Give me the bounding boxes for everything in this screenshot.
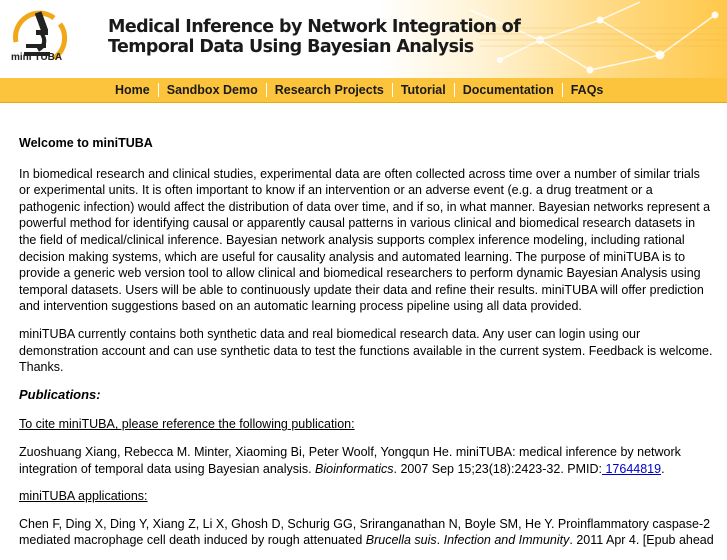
citation-details: . 2007 Sep 15;23(18):2423-32. PMID: [393, 461, 602, 476]
intro-paragraph: In biomedical research and clinical studies, experimental data are often collected across time over a number of similar trials or experimental units. It is often important to know if an intervention or an adverse event (e.g. a drug treatment or a pathogenic infection) would affect the distribution of data over time, and if so, in what manner. Bayesian networks represent a powerful method for identifying causal or apparently causal patterns in various clinical and biomedical research datasets in the field of medical/clinical inference. Bayesian network analysis supports complex inference modeling, including rational decision making systems, which are useful for causality analysis and automated learning. The purpose of miniTUBA is to provide a generic web version tool to allow clinical and biomedical researchers to perform dynamic Bayesian Analysis using temporal datasets. Users will be able to continuously update their data and refine their results. miniTUBA will offer prediction and intervention suggestions based on an automatic learning process pipeline using all data provided. [19, 166, 711, 314]
nav-faqs[interactable]: FAQs [570, 83, 604, 97]
main-content [19, 135, 714, 560]
site-title [108, 17, 520, 57]
nav-home[interactable]: Home [115, 83, 150, 97]
nav-documentation[interactable]: Documentation [462, 83, 554, 97]
application-sep: . [436, 533, 444, 548]
site-title-line-2: Temporal Data Using Bayesian Analysis [108, 37, 474, 57]
site-title-line-1: Medical Inference by Network Integration of [108, 17, 521, 37]
nav-tutorial[interactable]: Tutorial [400, 83, 446, 97]
application-journal: Infection and Immunity [443, 533, 570, 548]
header-banner [0, 0, 727, 78]
publications-heading: Publications: [19, 386, 101, 402]
cite-heading: To cite miniTUBA, please reference the following publication: [19, 417, 355, 432]
nav-research-projects[interactable]: Research Projects [274, 83, 384, 97]
application-species: Brucella suis [365, 533, 437, 548]
application-text-2: . 2011 Apr 4. [Epub ahead [569, 533, 714, 548]
citation-journal: Bioinformatics [315, 461, 394, 476]
logo-text: mini TUBA [11, 52, 63, 63]
citation-entry [19, 444, 714, 477]
application-entry [19, 516, 714, 549]
application-text-1: Chen F, Ding X, Ding Y, Xiang Z, Li X, Ghosh D, Schurig GG, Sriranganathan N, Boyle SM, He Y. Proinflammatory caspase-2 mediated macrophage cell death induced by rough attenuated [19, 516, 711, 548]
applications-heading: miniTUBA applications: [19, 489, 148, 504]
main-nav-bar [0, 78, 727, 103]
citation-authors-title: Zuoshuang Xiang, Rebecca M. Minter, Xiaoming Bi, Peter Woolf, Yongqun He. miniTUBA: medical inference by network integration of temporal data using Bayesian analysis. [19, 444, 681, 476]
nav-sandbox-demo[interactable]: Sandbox Demo [166, 83, 258, 97]
second-paragraph: miniTUBA currently contains both synthetic data and real biomedical research data. Any user can login using our demonstration account and can use synthetic data to test the functions available in the current system. Feedback is welcome. Thanks. [19, 326, 713, 375]
pmid-link[interactable]: 17644819 [601, 461, 662, 476]
welcome-heading: Welcome to miniTUBA [19, 136, 153, 150]
citation-end: . [661, 461, 665, 476]
